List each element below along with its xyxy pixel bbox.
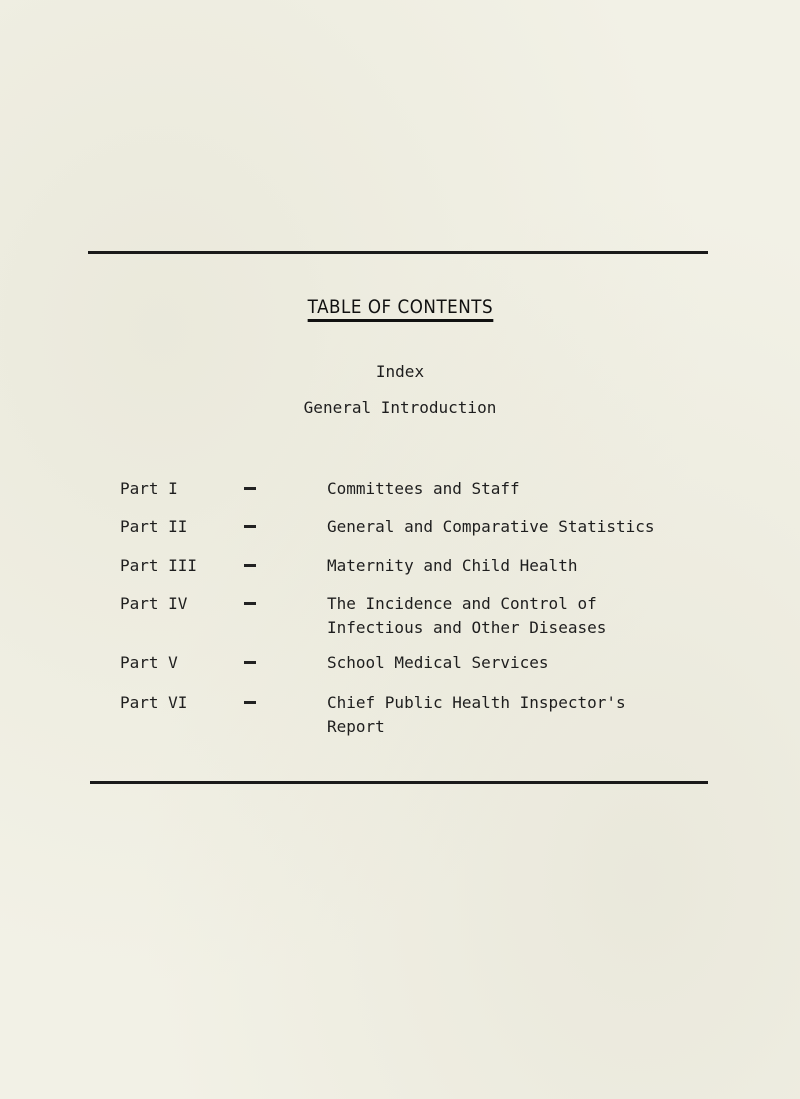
- part-title: [327, 691, 687, 739]
- part-title-line: The Incidence and Control of: [327, 594, 597, 613]
- top-rule: [88, 251, 708, 254]
- page-title: [0, 296, 800, 322]
- part-title: [327, 515, 687, 539]
- part-label: Part V: [120, 653, 178, 672]
- separator-dash: [244, 602, 256, 605]
- part-title-line: Report: [327, 717, 385, 736]
- part-title-line: General and Comparative Statistics: [327, 517, 655, 536]
- part-title-line: Infectious and Other Diseases: [327, 618, 607, 637]
- part-label: Part I: [120, 479, 178, 498]
- separator-dash: [244, 487, 256, 490]
- part-title-line: Chief Public Health Inspector's: [327, 693, 626, 712]
- part-title: [327, 554, 687, 578]
- part-title: [327, 651, 687, 675]
- separator-dash: [244, 661, 256, 664]
- part-title-line: School Medical Services: [327, 653, 549, 672]
- separator-dash: [244, 525, 256, 528]
- separator-dash: [244, 701, 256, 704]
- separator-dash: [244, 564, 256, 567]
- part-title: [327, 592, 687, 640]
- part-label: Part II: [120, 517, 188, 536]
- bottom-rule: [90, 781, 708, 784]
- part-label: Part III: [120, 556, 198, 575]
- front-matter-index: Index: [375, 362, 425, 381]
- part-title: [327, 477, 687, 501]
- front-matter-introduction: General Introduction: [303, 398, 497, 417]
- part-label: Part VI: [120, 693, 188, 712]
- page-title-text: TABLE OF CONTENTS: [307, 296, 493, 322]
- part-title-line: Maternity and Child Health: [327, 556, 578, 575]
- part-title-line: Committees and Staff: [327, 479, 520, 498]
- part-label: Part IV: [120, 594, 188, 613]
